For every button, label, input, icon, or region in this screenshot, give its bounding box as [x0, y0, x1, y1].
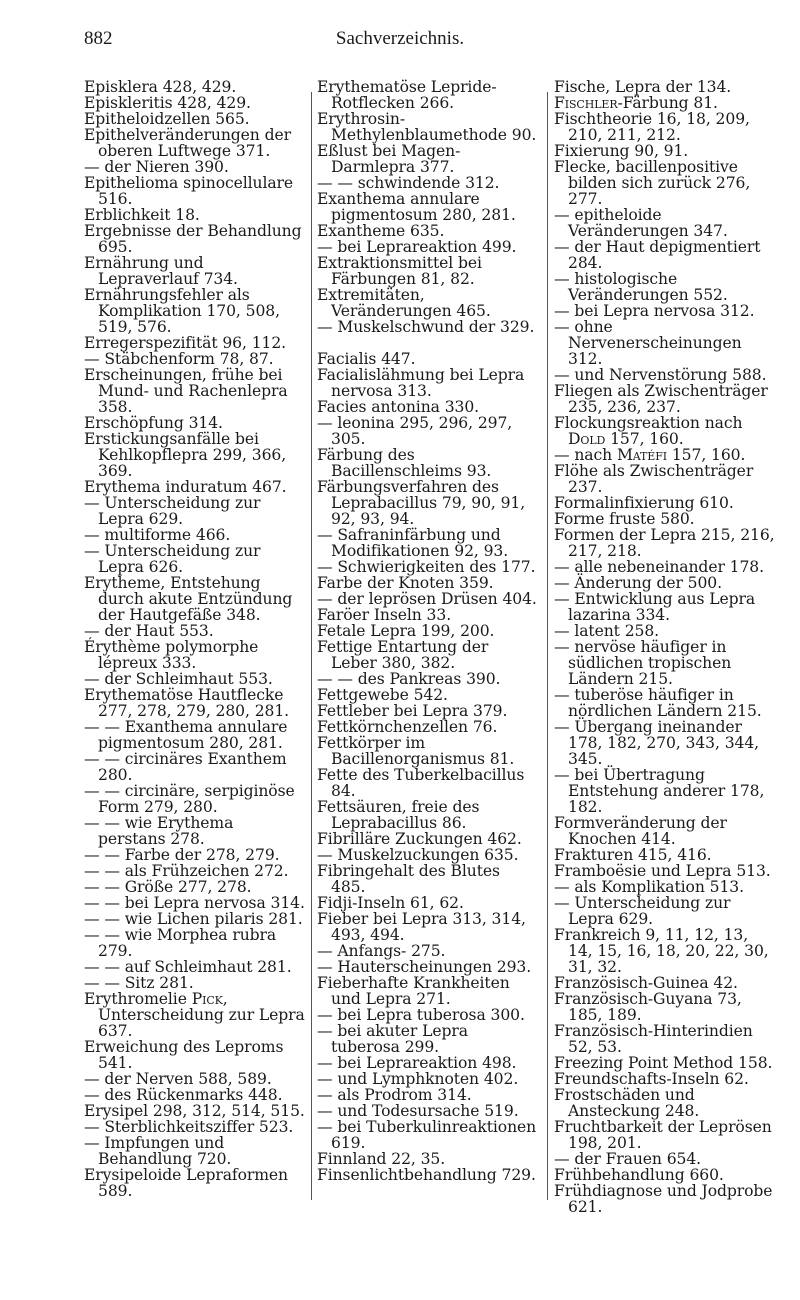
index-entry: Fidji-Inseln 61, 62. — [317, 894, 464, 912]
index-entry: Formalinfixierung 610. — [554, 494, 734, 512]
index-entry: — — wie Lichen pilaris 281. — [84, 910, 303, 928]
index-entry: Flöhe als Zwischenträger 237. — [554, 462, 754, 496]
index-entry: Extremitäten, Veränderungen 465. — [317, 286, 491, 320]
index-entry: — — als Frühzeichen 272. — [84, 862, 289, 880]
index-entry: Episklera 428, 429. — [84, 78, 237, 96]
index-entry: — nach Matéfi 157, 160. — [554, 446, 746, 464]
index-entry: — der Nerven 588, 589. — [84, 1070, 272, 1088]
index-entry: Fischler-Färbung 81. — [554, 94, 718, 112]
index-entry: — und Todesursache 519. — [317, 1102, 519, 1120]
index-entry: Extraktionsmittel bei Färbungen 81, 82. — [317, 254, 482, 288]
index-entry: — Entwicklung aus Lepra lazarina 334. — [554, 590, 756, 624]
index-entry: — der leprösen Drüsen 404. — [317, 590, 537, 608]
index-entry: — — circinäres Exanthem 280. — [84, 750, 287, 784]
index-entry: — — Größe 277, 278. — [84, 878, 252, 896]
index-entry: Fettkörper im Bacillenorganismus 81. — [317, 734, 515, 768]
index-entry: Erythema induratum 467. — [84, 478, 287, 496]
index-entry: Freundschafts-Inseln 62. — [554, 1070, 749, 1088]
index-entry: Erschöpfung 314. — [84, 414, 223, 432]
index-entry: — — des Pankreas 390. — [317, 670, 501, 688]
index-entry: Faröer Inseln 33. — [317, 606, 452, 624]
index-entry: Erstickungsanfälle bei Kehlkopflepra 299, 366, 369. — [84, 430, 287, 480]
index-entry: — Muskelschwund der 329. — [317, 318, 535, 336]
index-entry: — der Haut 553. — [84, 622, 214, 640]
index-entry: Erythrosin-Methylenblaumethode 90. — [317, 110, 537, 144]
index-entry: — — wie Erythema perstans 278. — [84, 814, 234, 848]
index-column-1 — [84, 79, 305, 1199]
index-entry: — tuberöse häufiger in nördlichen Ländern 215. — [554, 686, 762, 720]
index-entry: Färbungsverfahren des Leprabacillus 79, 90, 91, 92, 93, 94. — [317, 478, 526, 528]
index-entry: Erythematöse Lepride-Rotflecken 266. — [317, 78, 497, 112]
index-entry: — Hauterscheinungen 293. — [317, 958, 532, 976]
index-entry: — Schwierigkeiten des 177. — [317, 558, 536, 576]
index-entry: Exantheme 635. — [317, 222, 445, 240]
index-entry: Frostschäden und Ansteckung 248. — [554, 1086, 700, 1120]
index-entry: — Stäbchenform 78, 87. — [84, 350, 274, 368]
index-entry: — Unterscheidung zur Lepra 629. — [84, 494, 261, 528]
index-entry: — der Schleimhaut 553. — [84, 670, 273, 688]
index-entry: Französisch-Hinterindien 52, 53. — [554, 1022, 753, 1056]
index-entry: Französisch-Guinea 42. — [554, 974, 738, 992]
index-entry: — bei Lepra nervosa 312. — [554, 302, 755, 320]
index-entry: — ohne Nervenerscheinungen 312. — [554, 318, 742, 368]
index-entry — [317, 335, 538, 351]
index-entry: — leonina 295, 296, 297, 305. — [317, 414, 513, 448]
index-entry: Ernährung und Lepraverlauf 734. — [84, 254, 238, 288]
index-entry: — bei akuter Lepra tuberosa 299. — [317, 1022, 468, 1056]
index-entry: Erblichkeit 18. — [84, 206, 200, 224]
index-entry: Frühdiagnose und Jodprobe 621. — [554, 1182, 773, 1216]
index-entry: — bei Übertragung Entstehung anderer 178, 182. — [554, 766, 765, 816]
index-entry: — Sterblichkeitsziffer 523. — [84, 1118, 294, 1136]
index-entry: Erythematöse Hautflecke 277, 278, 279, 280, 281. — [84, 686, 290, 720]
index-entry: Fische, Lepra der 134. — [554, 78, 732, 96]
index-entry: Erscheinungen, frühe bei Mund- und Rachenlepra 358. — [84, 366, 288, 416]
index-entry: Freezing Point Method 158. — [554, 1054, 773, 1072]
index-entry: — bei Tuberkulinreaktionen 619. — [317, 1118, 537, 1152]
index-entry: Fliegen als Zwischenträger 235, 236, 237. — [554, 382, 768, 416]
index-entry: Fette des Tuberkelbacillus 84. — [317, 766, 525, 800]
index-entry: Fieber bei Lepra 313, 314, 493, 494. — [317, 910, 526, 944]
index-entry: Fischtheorie 16, 18, 209, 210, 211, 212. — [554, 110, 750, 144]
index-entry: — der Nieren 390. — [84, 158, 229, 176]
index-entry: — der Haut depigmentiert 284. — [554, 238, 761, 272]
index-entry: Erytheme, Entstehung durch akute Entzündung der Hautgefäße 348. — [84, 574, 293, 624]
index-entry: Epitheloidzellen 565. — [84, 110, 250, 128]
index-entry: Fieberhafte Krankheiten und Lepra 271. — [317, 974, 510, 1008]
index-entry: — als Komplikation 513. — [554, 878, 744, 896]
index-entry: — Anfangs- 275. — [317, 942, 446, 960]
index-entry: Fruchtbarkeit der Leprösen 198, 201. — [554, 1118, 772, 1152]
index-entry: — und Lymphknoten 402. — [317, 1070, 519, 1088]
index-entry: Érythème polymorphe lépreux 333. — [84, 638, 259, 672]
index-entry: Färbung des Bacillenschleims 93. — [317, 446, 492, 480]
index-entry: — — Sitz 281. — [84, 974, 194, 992]
index-entry: — Muskelzuckungen 635. — [317, 846, 519, 864]
index-entry: Fettkörnchenzellen 76. — [317, 718, 498, 736]
index-entry: Facialislähmung bei Lepra nervosa 313. — [317, 366, 525, 400]
index-entry: — nervöse häufiger in südlichen tropischen Ländern 215. — [554, 638, 732, 688]
index-entry: — und Nervenstörung 588. — [554, 366, 767, 384]
index-entry: Frühbehandlung 660. — [554, 1166, 724, 1184]
index-entry: Ernährungsfehler als Komplikation 170, 508, 519, 576. — [84, 286, 280, 336]
column-rule-2 — [547, 92, 548, 1200]
index-entry: Fettgewebe 542. — [317, 686, 448, 704]
index-entry: Fibrilläre Zuckungen 462. — [317, 830, 522, 848]
index-entry: Episkleritis 428, 429. — [84, 94, 251, 112]
index-entry: Fettleber bei Lepra 379. — [317, 702, 508, 720]
index-entry: Erweichung des Leproms 541. — [84, 1038, 284, 1072]
index-entry: — — circinäre, serpiginöse Form 279, 280. — [84, 782, 295, 816]
index-entry: Facialis 447. — [317, 350, 416, 368]
page-number: 882 — [84, 28, 113, 49]
index-entry: Erysipeloide Lepraformen 589. — [84, 1166, 288, 1200]
index-entry: Eßlust bei Magen-Darmlepra 377. — [317, 142, 461, 176]
index-entry: — — bei Lepra nervosa 314. — [84, 894, 305, 912]
index-entry: Ergebnisse der Behandlung 695. — [84, 222, 302, 256]
index-entry: Frankreich 9, 11, 12, 13, 14, 15, 16, 18, 20, 22, 30, 31, 32. — [554, 926, 769, 976]
index-entry: — histologische Veränderungen 552. — [554, 270, 728, 304]
index-entry: Französisch-Guyana 73, 185, 189. — [554, 990, 742, 1024]
index-entry: Exanthema annulare pigmentosum 280, 281. — [317, 190, 516, 224]
index-entry: Formen der Lepra 215, 216, 217, 218. — [554, 526, 775, 560]
index-entry: — der Frauen 654. — [554, 1150, 702, 1168]
index-entry: Flockungsreaktion nach Dold 157, 160. — [554, 414, 743, 448]
index-entry: — Unterscheidung zur Lepra 629. — [554, 894, 731, 928]
index-column-3 — [554, 79, 775, 1215]
index-entry: — — wie Morphea rubra 279. — [84, 926, 277, 960]
index-entry: — latent 258. — [554, 622, 660, 640]
index-entry: Farbe der Knoten 359. — [317, 574, 494, 592]
index-entry: Finnland 22, 35. — [317, 1150, 446, 1168]
index-entry: — Impfungen und Behandlung 720. — [84, 1134, 232, 1168]
index-entry: Erysipel 298, 312, 514, 515. — [84, 1102, 305, 1120]
index-entry: — — Farbe der 278, 279. — [84, 846, 280, 864]
index-entry: Fetale Lepra 199, 200. — [317, 622, 495, 640]
index-entry: Fettige Entartung der Leber 380, 382. — [317, 638, 489, 672]
index-entry: — — auf Schleimhaut 281. — [84, 958, 292, 976]
index-entry: — bei Leprareaktion 499. — [317, 238, 517, 256]
index-entry: — des Rückenmarks 448. — [84, 1086, 283, 1104]
index-entry: — bei Lepra tuberosa 300. — [317, 1006, 525, 1024]
index-entry: Fixierung 90, 91. — [554, 142, 689, 160]
index-column-2 — [317, 79, 538, 1183]
index-entry: — — schwindende 312. — [317, 174, 500, 192]
running-header — [0, 28, 800, 58]
running-title: Sachverzeichnis. — [335, 28, 465, 49]
index-entry: — Unterscheidung zur Lepra 626. — [84, 542, 261, 576]
index-entry: Frakturen 415, 416. — [554, 846, 712, 864]
index-entry: — epitheloide Veränderungen 347. — [554, 206, 728, 240]
index-entry: — Safraninfärbung und Modifikationen 92, 93. — [317, 526, 509, 560]
index-entry: — — Exanthema annulare pigmentosum 280, 281. — [84, 718, 288, 752]
index-entry: — alle nebeneinander 178. — [554, 558, 764, 576]
index-entry: Framboësie und Lepra 513. — [554, 862, 771, 880]
index-entry: Epithelveränderungen der oberen Luftwege 371. — [84, 126, 291, 160]
index-entry: Fettsäuren, freie des Leprabacillus 86. — [317, 798, 480, 832]
column-rule-1 — [311, 92, 312, 1200]
index-entry: Epithelioma spinocellulare 516. — [84, 174, 294, 208]
index-entry: Finsenlichtbehandlung 729. — [317, 1166, 536, 1184]
index-entry: — als Prodrom 314. — [317, 1086, 472, 1104]
index-entry: Fibringehalt des Blutes 485. — [317, 862, 500, 896]
index-entry: Erythromelie Pick, Unterscheidung zur Lepra 637. — [84, 990, 305, 1040]
index-entry: Forme fruste 580. — [554, 510, 695, 528]
index-entry: — bei Leprareaktion 498. — [317, 1054, 517, 1072]
index-entry: — Änderung der 500. — [554, 574, 722, 592]
index-entry: Flecke, bacillenpositive bilden sich zurück 276, 277. — [554, 158, 751, 208]
index-entry: Erregerspezifität 96, 112. — [84, 334, 287, 352]
index-entry: Formveränderung der Knochen 414. — [554, 814, 727, 848]
index-entry: Facies antonina 330. — [317, 398, 480, 416]
index-entry: — multiforme 466. — [84, 526, 231, 544]
index-entry: — Übergang ineinander 178, 182, 270, 343, 344, 345. — [554, 718, 760, 768]
